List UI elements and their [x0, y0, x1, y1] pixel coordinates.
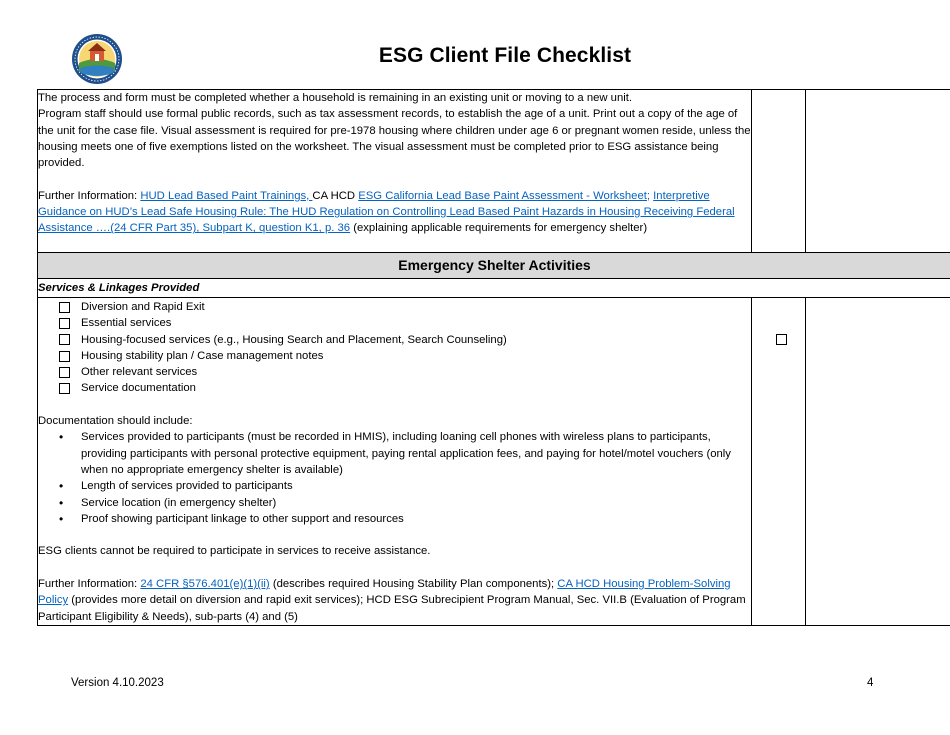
lead-col-2	[751, 90, 805, 253]
lead-para-2: Program staff should use formal public records, such as tax assessment records, to establish the age of a unit. Print out a copy of the age of the unit for the case file. Visual assessment is required for pre-1978 housing where children under age 6 or pregnant women reside, unless the housing meets one of five exemptions listed on the worksheet. The visual assessment must be completed prior to ESG assistance being provided.	[38, 108, 751, 170]
checklist-label: Housing stability plan / Case management notes	[81, 349, 324, 362]
emergency-heading-row	[38, 253, 950, 279]
documentation-intro: Documentation should include:	[38, 415, 193, 428]
checklist-label: Essential services	[81, 317, 172, 330]
lead-paint-row	[38, 90, 950, 253]
link-interpretive-guidance[interactable]: Interpretive Guidance on HUD’s Lead Safe Housing Rule: The HUD Regulation on Controlling Lead Based Paint Hazards in Housing Receiving Federal Assistance ….(24 CFR Part 35), Subpart K, question K1, p. 36	[38, 189, 735, 235]
services-col-2	[751, 298, 805, 626]
lead-suffix-text: (explaining applicable requirements for emergency shelter)	[350, 222, 648, 235]
checkbox[interactable]	[59, 383, 70, 394]
documentation-item: • Service location (in emergency shelter)	[38, 495, 751, 511]
lead-para-1: The process and form must be completed whether a household is remaining in an existing unit or moving to a new unit.	[38, 92, 633, 104]
services-col-3	[805, 298, 950, 626]
link-24-cfr[interactable]: 24 CFR §576.401(e)(1)(ii)	[140, 578, 270, 591]
lead-further-info	[38, 188, 751, 237]
documentation-item: • Services provided to participants (must be recorded in HMIS), including loaning cell phones with wireless plans to participants, providing participants with personal protective equipment, paying rental application fees, and paying for hotel/motel vouchers (only when no appropriate emergency shelter is available)	[38, 429, 751, 478]
checkbox[interactable]	[59, 318, 70, 329]
checklist-table	[37, 89, 950, 626]
link-problem-solving-policy[interactable]: CA HCD Housing Problem-Solving Policy	[38, 578, 731, 607]
checklist-label: Diversion and Rapid Exit	[81, 301, 205, 313]
further-info-label: Further Information:	[38, 189, 141, 202]
checkbox[interactable]	[59, 367, 70, 378]
services-checklist	[38, 299, 751, 397]
documentation-list	[38, 429, 751, 527]
services-further-info	[38, 576, 751, 625]
services-subheading: Services & Linkages Provided	[38, 279, 950, 298]
checklist-item[interactable]	[38, 315, 751, 331]
checkbox[interactable]	[59, 351, 70, 362]
checklist-item[interactable]	[38, 348, 751, 364]
section-heading: Emergency Shelter Activities	[38, 253, 950, 279]
services-row	[38, 298, 950, 626]
documentation-item: • Length of services provided to participants	[38, 478, 751, 494]
checklist-item[interactable]	[38, 299, 751, 315]
ca-hcd-text: CA HCD	[312, 189, 359, 202]
checklist-label: Housing-focused services (e.g., Housing Search and Placement, Search Counseling)	[81, 333, 507, 346]
further-info-label: Further Information:	[38, 578, 141, 591]
checkbox[interactable]	[59, 334, 70, 345]
checklist-label: Other relevant services	[81, 366, 198, 379]
version-label: Version 4.10.2023	[71, 677, 164, 689]
lead-col-3	[805, 90, 950, 253]
page-number: 4	[867, 677, 874, 689]
subheading-row	[38, 279, 950, 298]
lead-paint-content	[38, 90, 752, 253]
no-requirement-note: ESG clients cannot be required to participate in services to receive assistance.	[38, 545, 431, 558]
documentation-item: • Proof showing participant linkage to other support and resources	[38, 511, 751, 527]
services-checkbox[interactable]	[776, 334, 787, 345]
checklist-item[interactable]	[38, 380, 751, 396]
link-lead-worksheet[interactable]: ESG California Lead Base Paint Assessment - Worksheet;	[358, 189, 651, 202]
checklist-item[interactable]	[38, 332, 751, 348]
cfr-description: (describes required Housing Stability Plan components);	[269, 578, 558, 591]
checkbox[interactable]	[59, 302, 70, 313]
checklist-item[interactable]	[38, 364, 751, 380]
checklist-label: Service documentation	[81, 382, 196, 395]
page-title: ESG Client File Checklist	[378, 44, 632, 67]
policy-description: (provides more detail on diversion and rapid exit services); HCD ESG Subrecipient Program Manual, Sec. VII.B (Evaluation of Program Participant Eligibility & Needs), sub-parts (4) and (5)	[38, 594, 746, 623]
services-content	[38, 298, 752, 626]
link-hud-lead-trainings[interactable]: HUD Lead Based Paint Trainings,	[140, 189, 313, 202]
